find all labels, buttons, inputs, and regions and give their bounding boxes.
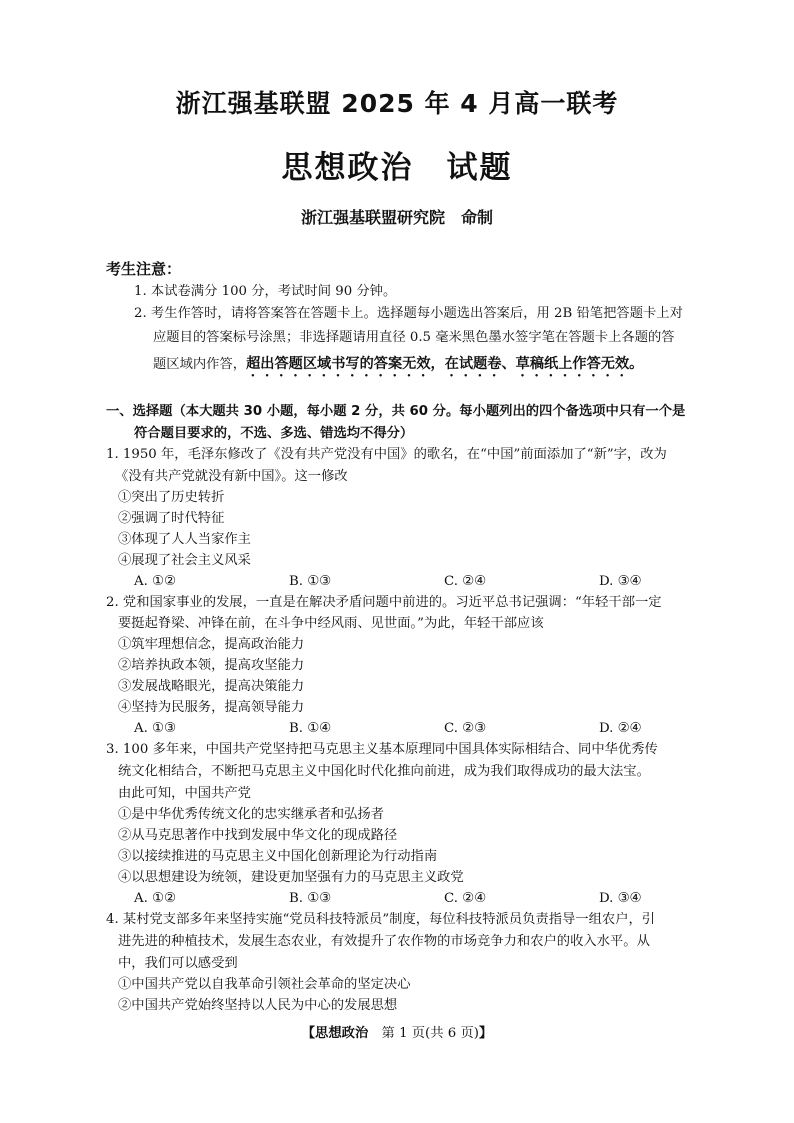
q2-stem-line-2: 要挺起脊梁、冲锋在前，在斗争中经风雨、见世面。”为此，年轻干部应该 xyxy=(118,616,544,631)
q1-item-4: ④展现了社会主义风采 xyxy=(118,553,251,568)
q2-choice-a[interactable]: A. ①③ xyxy=(134,721,176,736)
q1-stem-line-1: 1. 1950 年，毛泽东修改了《没有共产党没有中国》的歌名，在“中国”前面添加了“新”字，改为 xyxy=(106,447,667,462)
notice-item-2-line-3-plain: 题区域内作答， xyxy=(153,357,247,372)
q3-item-4: ④以思想建设为统领，建设更加坚强有力的马克思主义政党 xyxy=(118,870,464,885)
q3-choice-b[interactable]: B. ①③ xyxy=(289,891,332,906)
notice-item-1: 1. 本试卷满分 100 分，考试时间 90 分钟。 xyxy=(134,284,397,299)
q2-item-1: ①筑牢理想信念，提高政治能力 xyxy=(118,637,305,652)
notice-item-2-line-2: 应题目的答案标号涂黑；非选择题请用直径 0.5 毫米黑色墨水签字笔在答题卡上各题的答 xyxy=(153,330,675,345)
q3-choice-a[interactable]: A. ①② xyxy=(134,891,176,906)
q1-choice-a[interactable]: A. ①② xyxy=(134,574,176,589)
q1-choice-c[interactable]: C. ②④ xyxy=(444,574,486,589)
subject-title: 思想政治 试题 xyxy=(281,150,513,186)
q2-item-3: ③发展战略眼光，提高决策能力 xyxy=(118,679,305,694)
footer-close-bracket: 】 xyxy=(478,1026,493,1041)
q2-choice-c[interactable]: C. ②③ xyxy=(444,721,486,736)
q1-choice-b[interactable]: B. ①③ xyxy=(289,574,332,589)
notice-item-2-line-1: 2. 考生作答时，请将答案答在答题卡上。选择题每小题选出答案后，用 2B 铅笔把答题卡上对 xyxy=(134,306,683,321)
q2-choice-b[interactable]: B. ①④ xyxy=(289,721,332,736)
issuer: 浙江强基联盟研究院 命制 xyxy=(300,208,493,227)
q3-choice-d[interactable]: D. ③④ xyxy=(599,891,642,906)
footer-page-number: 第 1 页(共 6 页) xyxy=(381,1026,479,1041)
q3-item-2: ②从马克思著作中找到发展中华文化的现成路径 xyxy=(118,828,398,843)
q2-item-4: ④坚持为民服务，提高领导能力 xyxy=(118,700,305,715)
page-footer xyxy=(0,1022,794,1041)
q1-item-3: ③体现了人人当家作主 xyxy=(118,532,251,547)
notice-emphasis: 超出答题区域书写的答案无效，在试题卷、草稿纸上作答无效。 xyxy=(246,356,644,372)
q3-choice-c[interactable]: C. ②④ xyxy=(444,891,486,906)
q4-stem-line-1: 4. 某村党支部多年来坚持实施“党员科技特派员”制度，每位科技特派员负责指导一组农户，引 xyxy=(106,912,656,927)
q4-stem-line-3: 中，我们可以感受到 xyxy=(118,956,238,971)
q4-item-1: ①中国共产党以自我革命引领社会革命的坚定决心 xyxy=(118,977,411,992)
q3-item-3: ③以接续推进的马克思主义中国化创新理论为行动指南 xyxy=(118,849,438,864)
q3-stem-line-1: 3. 100 多年来，中国共产党坚持把马克思主义基本原理同中国具体实际相结合、同中华优秀传 xyxy=(106,742,658,757)
notice-item-2-line-3 xyxy=(153,354,643,380)
exam-title: 浙江强基联盟 2025 年 4 月高一联考 xyxy=(175,89,619,118)
notice-title: 考生注意： xyxy=(106,260,182,278)
section-heading-line-1: 一、选择题（本大题共 30 小题，每小题 2 分，共 60 分。每小题列出的四个备选项中只有一个是 xyxy=(106,404,686,419)
q1-stem-line-2: 《没有共产党就没有新中国》。这一修改 xyxy=(115,469,348,484)
q3-stem-line-3: 由此可知，中国共产党 xyxy=(118,786,251,801)
q3-stem-line-2: 统文化相结合，不断把马克思主义中国化时代化推向前进，成为我们取得成功的最大法宝。 xyxy=(118,764,650,779)
q2-stem-line-1: 2. 党和国家事业的发展，一直是在解决矛盾问题中前进的。习近平总书记强调：“年轻干部一定 xyxy=(106,595,662,610)
q4-item-2: ②中国共产党始终坚持以人民为中心的发展思想 xyxy=(118,998,398,1013)
section-heading-line-2: 符合题目要求的，不选、多选、错选均不得分） xyxy=(134,426,414,441)
q1-item-2: ②强调了时代特征 xyxy=(118,511,225,526)
q4-stem-line-2: 进先进的种植技术，发展生态农业，有效提升了农作物的市场竞争力和农户的收入水平。从 xyxy=(118,934,650,949)
footer-subject: 【思想政治 xyxy=(301,1026,369,1041)
q1-item-1: ①突出了历史转折 xyxy=(118,490,225,505)
q2-choice-d[interactable]: D. ②④ xyxy=(599,721,642,736)
q2-item-2: ②培养执政本领，提高攻坚能力 xyxy=(118,658,305,673)
q3-item-1: ①是中华优秀传统文化的忠实继承者和弘扬者 xyxy=(118,807,384,822)
q1-choice-d[interactable]: D. ③④ xyxy=(599,574,642,589)
